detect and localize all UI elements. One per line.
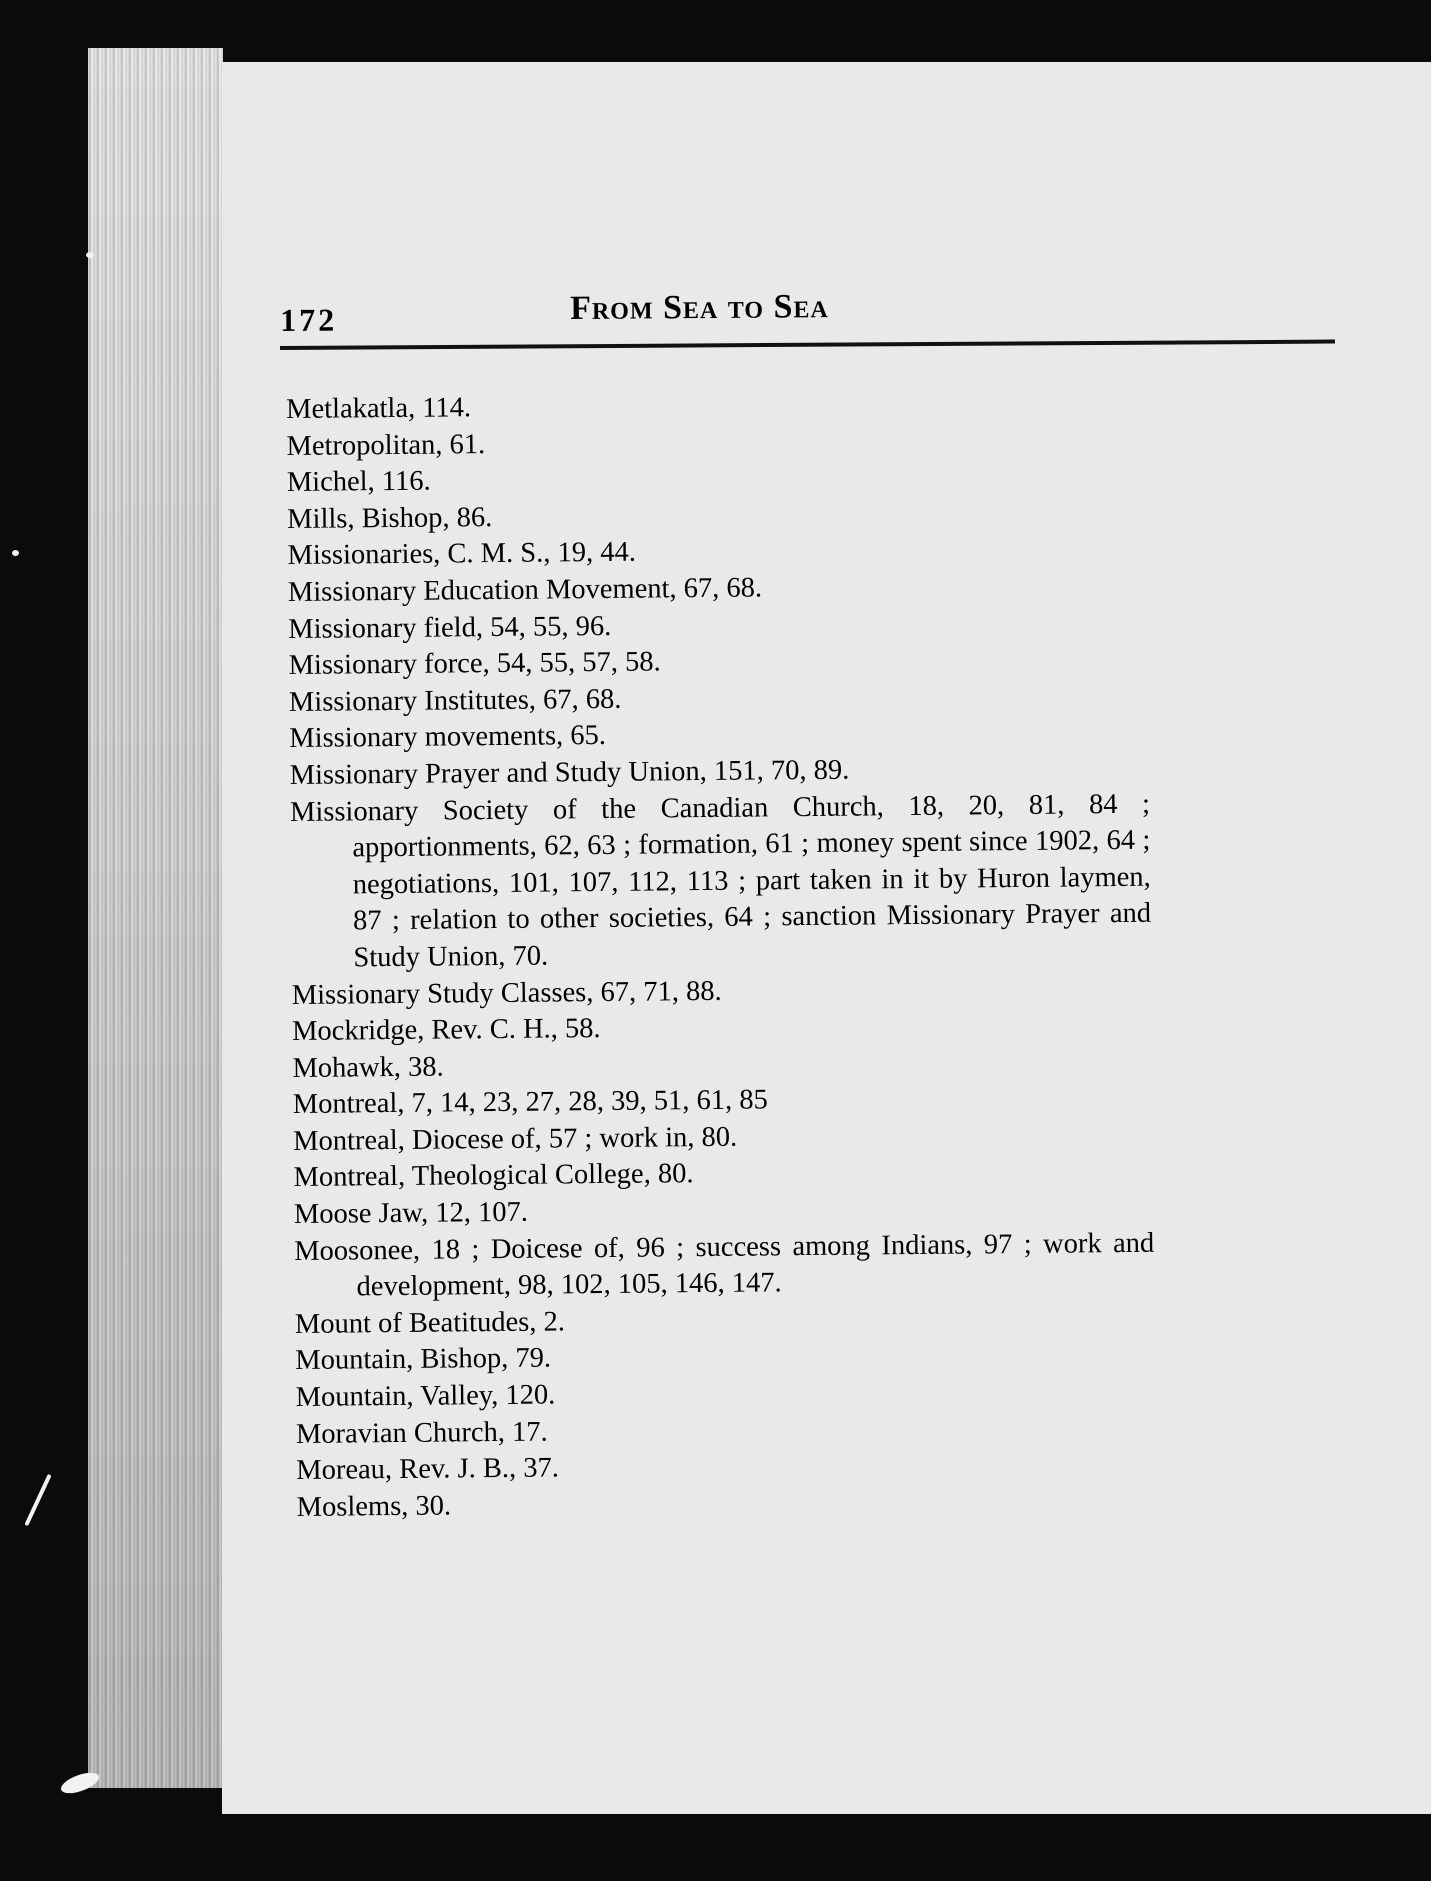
index-entry: Moslems, 30. [296,1490,452,1523]
scan-speck [86,252,94,258]
index-entry: Missionary field, 54, 55, 96. [288,610,612,645]
index-entry: Missionary Study Classes, 67, 71, 88. [291,975,722,1011]
index-entry: Mockridge, Rev. C. H., 58. [291,1013,601,1048]
index-entry: Moreau, Rev. J. B., 37. [296,1452,560,1487]
index-entry: Mountain, Valley, 120. [295,1379,556,1413]
index-entry: Michel, 116. [286,465,431,499]
index-entry: Moravian Church, 17. [295,1416,548,1450]
index-entries [286,384,1157,1527]
index-entry: Montreal, 7, 14, 23, 27, 28, 39, 51, 61, 85 [292,1084,768,1121]
scan-speck [58,1769,101,1798]
index-entry: Missionary movements, 65. [289,720,607,755]
scan-speck [24,1474,51,1526]
index-entry: Missionary Prayer and Study Union, 151, 70, 89. [289,754,850,791]
index-entry: Mills, Bishop, 86. [287,501,493,535]
index-entry: Missionaries, C. M. S., 19, 44. [287,537,637,572]
index-entry: Moose Jaw, 12, 107. [293,1196,529,1231]
index-entry: Metropolitan, 61. [286,428,486,462]
index-entry: Moosonee, 18 ; Doicese of, 96 ; success among Indians, 97 ; work and development, 98, 102, 105, 146, 147. [294,1227,1155,1303]
index-entry: Mohawk, 38. [292,1051,444,1084]
index-entry: Metlakatla, 114. [286,392,472,425]
page-number: 172 [280,301,338,338]
index-entry: Montreal, Diocese of, 57 ; work in, 80. [293,1121,738,1157]
index-entry: Missionary Institutes, 67, 68. [288,683,622,718]
book-page-edges [88,48,223,1788]
index-entry: Missionary force, 54, 55, 57, 58. [288,646,661,682]
index-entry: Montreal, Theological College, 80. [293,1158,694,1194]
index-entry: Missionary Society of the Canadian Church, 18, 20, 81, 84 ; apportionments, 62, 63 ; formation, 61 ; money spent since 1902, 64 ; negotiations, 101, 107, 112, 113 ; part taken in it by Huron laymen, 87 ; relation to other societies, 64 ; sanction Missionary Prayer and Study Union, 70. [289,788,1152,974]
index-entry: Missionary Education Movement, 67, 68. [287,572,763,608]
running-title: From Sea to Sea [569,288,829,327]
scan-speck [12,550,19,556]
index-entry: Mountain, Bishop, 79. [295,1342,552,1377]
index-entry: Mount of Beatitudes, 2. [294,1306,566,1340]
